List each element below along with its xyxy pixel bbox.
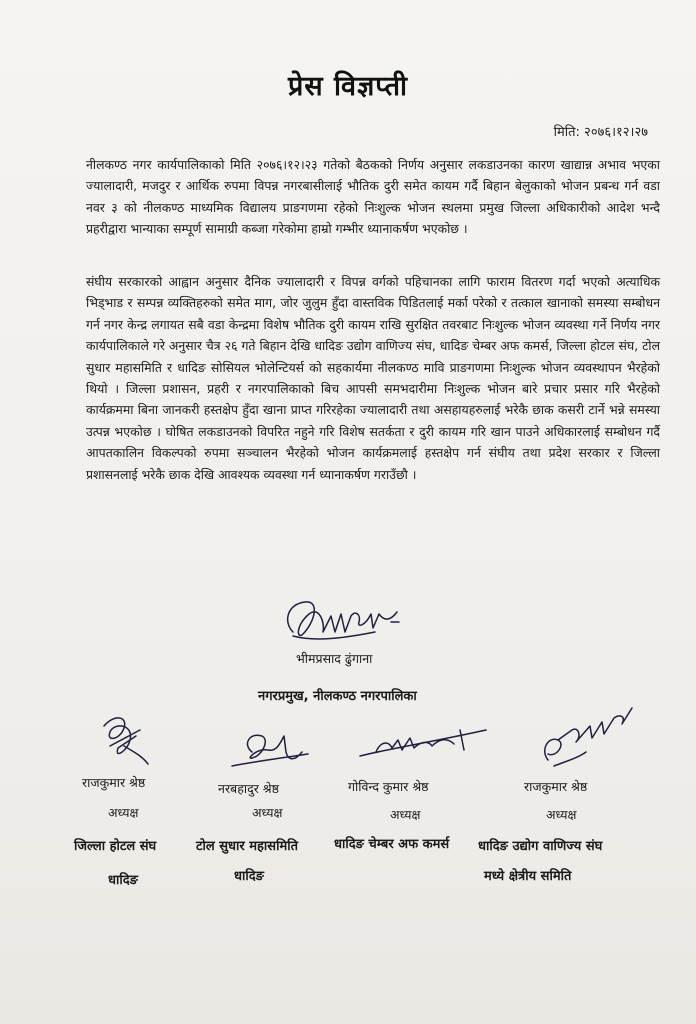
signatory-1-name: राजकुमार श्रेष्ठ [82,775,146,790]
signatory-2-org: टोल सुधार महासमिति [196,839,299,854]
mayor-position: नगरप्रमुख, नीलकण्ठ नगरपालिका [258,689,417,704]
signatory-2-role: अध्यक्ष [252,805,283,820]
body-paragraph-2: संघीय सरकारको आह्वान अनुसार दैनिक ज्यालादारी र विपन्न वर्गको पहिचानका लागि फाराम वितरण गर्दा भएको अत्याधिक भिड्भाड र सम्पन्न व्यक्तिहरुको समेत माग, जोर जुलुम हुँदा वास्तविक पिडितलाई मर्का परेको र तत्काल खानाको समस्या सम्बोधन गर्न नगर केन्द्र लगायत सबै वडा केन्द्रमा विशेष भौतिक दुरी कायम राखि सुरक्षित तवरबाट निःशुल्क भोजन व्यवस्था गर्ने निर्णय नगर कार्यपालिकाले गरे अनुसार चैत्र २६ गते बिहान देखि धादिङ उद्योग वाणिज्य संघ, धादिङ चेम्बर अफ कमर्स, जिल्ला होटल संघ, टोल सुधार महासमिति र धादिङ सोसियल भोलेन्टियर्स को सहकार्यमा नीलकण्ठ मावि प्राङगणमा निःशुल्क भोजन व्यवस्थापन भैरहेको थियो । जिल्ला प्रशासन, प्रहरी र नगरपालिकाको बिच आपसी समभदारीमा निःशुल्क भोजन बारे प्रचार प्रसार गरि भैरहेको कार्यक्रममा बिना जानकरी हस्तक्षेप हुँदा खाना प्राप्त गरिरहेका ज्यालादारी तथा असहायहरुलाई भरेकै छाक कसरी टार्ने भन्ने समस्या उत्पन्न भएकोछ । घोषित लकडाउनको विपरित नहुने गरि विशेष सतर्कता र दुरी कायम गरि खान पाउने अधिकारलाई सम्बोधन गर्दै आपतकालिन विकल्पको रुपमा सञ्चालन भैरहेको भोजन कार्यक्रमलाई हस्तक्षेप गर्न संघीय तथा प्रदेश सरकार र जिल्ला प्रशासनलाई भरेकै छाक देखि आवश्यक व्यवस्था गर्न ध्यानाकर्षण गराउँछौ । [86,274,660,482]
body-paragraph-1: नीलकण्ठ नगर कार्यपालिकाको मिति २०७६।१२।२३ गतेको बैठकको निर्णय अनुसार लकडाउनका कारण खाद्यान्न अभाव भएका ज्यालादारी, मजदुर र आर्थिक रुपमा विपन्न नगरबासीलाई भौतिक दुरी समेत कायम गर्दै बिहान बेलुकाको भोजन प्रबन्ध गर्न वडा नवर ३ को नीलकण्ठ माध्यमिक विद्यालय प्राङगणमा रहेको निःशुल्क भोजन स्थलमा प्रमुख जिल्ला अधिकारीको आदेश भन्दै प्रहरीद्वारा भान्याका सम्पूर्ण सामाग्री कब्जा गरेकोमा हाम्रो गम्भीर ध्यानाकर्षण भएकोछ । [86,157,660,237]
mayor-name: भीमप्रसाद ढुंगाना [296,651,373,666]
signature-3 [352,716,492,776]
signatory-3-role: अध्यक्ष [390,807,421,822]
signatory-1-org: जिल्ला होटल संघ [74,839,157,854]
document-title: प्रेस विज्ञप्ती [287,71,409,102]
signatory-2-org2: धादिङ [234,869,264,884]
signature-4 [534,696,644,776]
signatory-1-role: अध्यक्ष [108,805,139,820]
document-date: मिति: २०७६।१२।२७ [553,125,648,140]
signatory-4-role: अध्यक्ष [546,807,577,822]
signatory-4-name: राजकुमार श्रेष्ठ [524,779,588,794]
signatory-3-org: धादिङ चेम्बर अफ कमर्स [334,837,450,852]
signatory-2-name: नरबहादुर श्रेष्ठ [218,781,279,796]
signature-2 [222,722,312,776]
mayor-signature [275,592,415,654]
signatory-4-org2: मध्ये क्षेत्रीय समिति [484,869,572,884]
signatory-4-org: धादिङ उद्योग वाणिज्य संघ [478,839,603,854]
signature-1 [84,706,164,770]
signatory-3-name: गोविन्द कुमार श्रेष्ठ [348,779,429,794]
signatory-1-org2: धादिङ [108,873,138,888]
